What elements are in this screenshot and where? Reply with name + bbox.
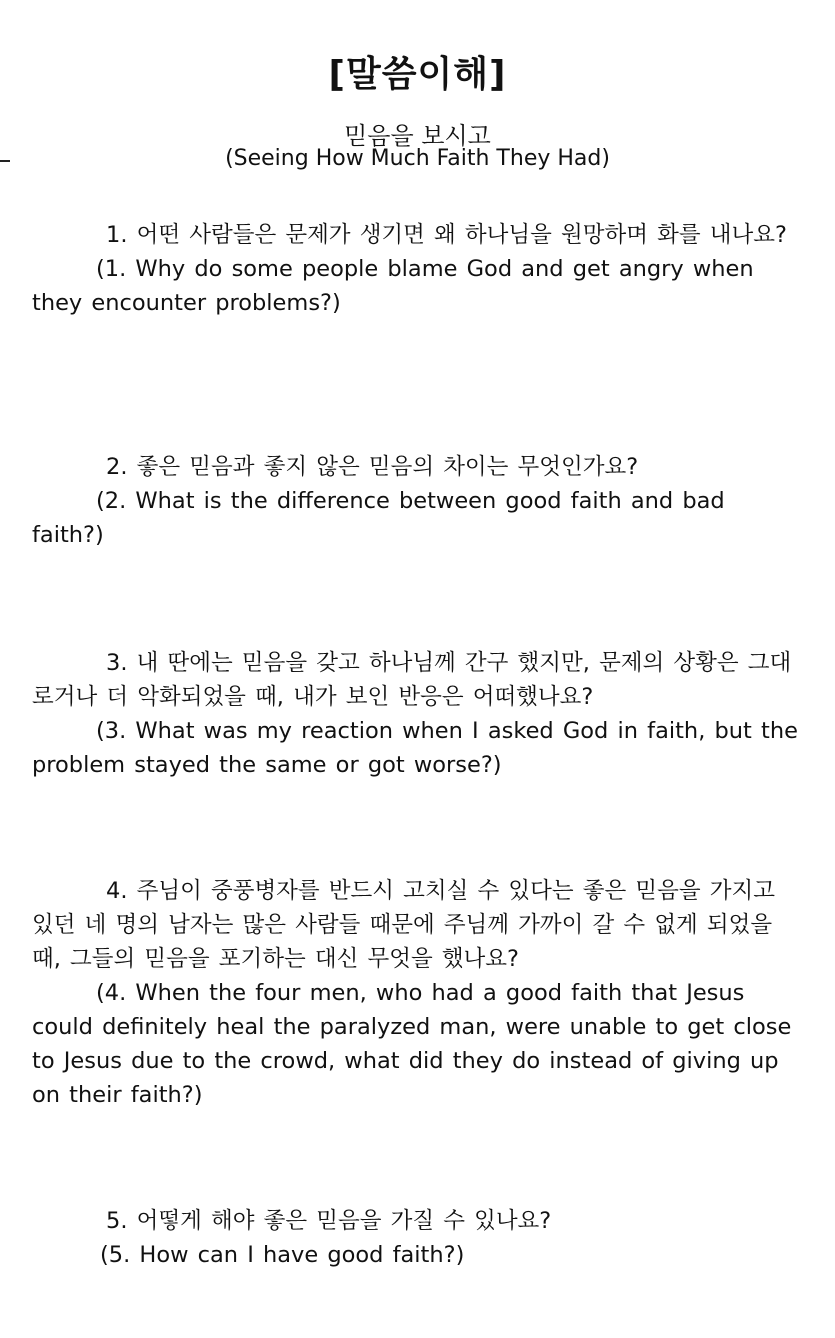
question-5-korean: 5. 어떻게 해야 좋은 믿음을 가질 수 있나요? <box>106 1208 552 1234</box>
question-1 <box>32 218 802 320</box>
question-5 <box>32 1204 802 1272</box>
question-4 <box>32 874 802 1112</box>
question-3-korean: 3. 내 딴에는 믿음을 갖고 하나님께 간구 했지만, 문제의 상황은 그대로거나 더 악화되었을 때, 내가 보인 반응은 어떠했나요? <box>32 650 792 710</box>
question-4-korean: 4. 주님이 중풍병자를 반드시 고치실 수 있다는 좋은 믿음을 가지고 있던 네 명의 남자는 많은 사람들 때문에 주님께 가까이 갈 수 없게 되었을 때, 그들의 믿음을 포기하는 대신 무엇을 했나요? <box>32 878 775 972</box>
question-4-english: (4. When the four men, who had a good faith that Jesus could definitely heal the paralyzed man, were unable to get close to Jesus due to the crowd, what did they do instead of giving up on their faith?) <box>32 980 792 1108</box>
question-1-korean: 1. 어떤 사람들은 문제가 생기면 왜 하나님을 원망하며 화를 내나요? <box>106 222 787 248</box>
page-title: [말씀이해] <box>328 54 507 95</box>
question-3 <box>32 646 802 782</box>
subtitle-korean: 믿음을 보시고 <box>344 122 491 150</box>
question-1-english: (1. Why do some people blame God and get angry when they encounter problems?) <box>32 256 754 316</box>
subtitle-english: (Seeing How Much Faith They Had) <box>225 146 610 171</box>
question-2-korean: 2. 좋은 믿음과 좋지 않은 믿음의 차이는 무엇인가요? <box>106 454 639 480</box>
question-2 <box>32 450 802 552</box>
question-5-english: (5. How can I have good faith?) <box>100 1242 465 1268</box>
question-2-english: (2. What is the difference between good faith and bad faith?) <box>32 488 725 548</box>
question-3-english: (3. What was my reaction when I asked God in faith, but the problem stayed the same or got worse?) <box>32 718 798 778</box>
